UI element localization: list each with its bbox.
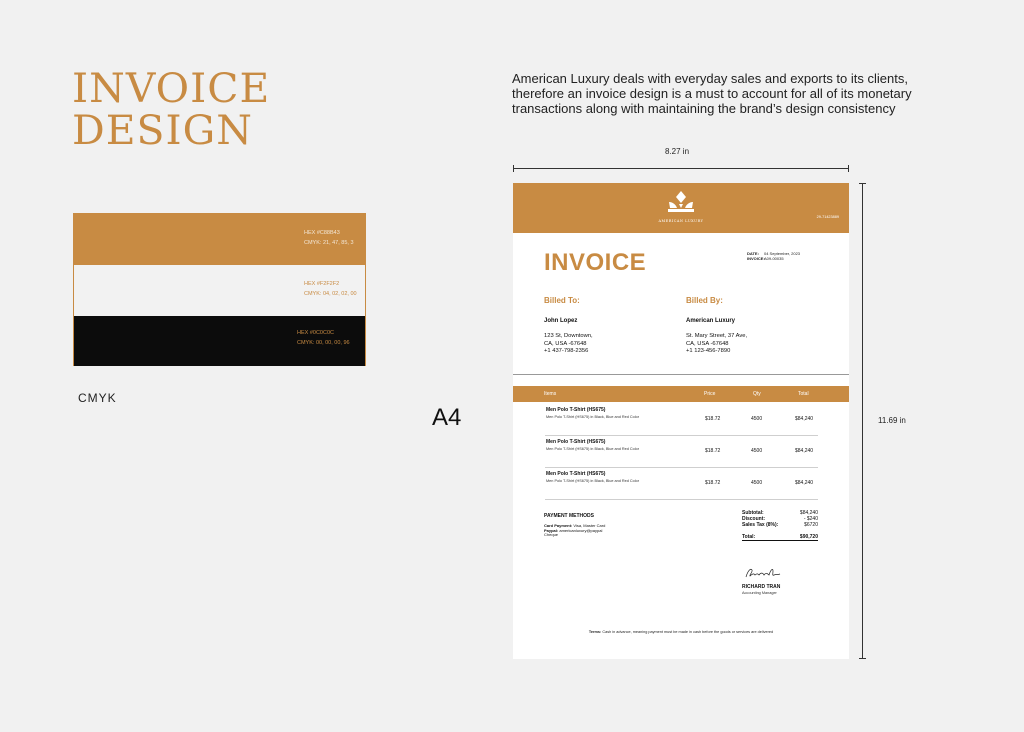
title-line-2: DESIGN (72, 108, 253, 154)
width-dimension-label: 8.27 in (665, 147, 690, 156)
billed-to-heading: Billed To: (544, 296, 580, 305)
size-label: A4 (432, 404, 462, 431)
table-row: Men Polo T-Shirt (HS675) Men Polo T-Shirt (HS675) in Black, Blue and Red Color $18.72 4500 $84,240 (545, 468, 818, 500)
color-palette (73, 213, 366, 366)
billed-to (544, 296, 684, 356)
brand-name: AMERICAN LUXURY (658, 219, 704, 223)
billed-by (686, 296, 826, 356)
palette-caption: CMYK (78, 391, 117, 405)
title-line-1: INVOICE (72, 66, 271, 112)
swatch-gold (74, 214, 365, 265)
crown-logo-icon (666, 190, 696, 214)
swatch-white-hex: HEX #F2F2F2 (304, 281, 340, 287)
total-value: $90,720 (799, 534, 818, 540)
billed-by-heading: Billed By: (686, 296, 723, 305)
swatch-white-cmyk: CMYK: 04, 02, 02, 00 (304, 291, 357, 297)
invoice-heading: INVOICE (544, 249, 647, 276)
invoice-date: 04 September, 2023 (764, 251, 801, 256)
swatch-gold-cmyk: CMYK: 21, 47, 85, 3 (304, 240, 354, 246)
col-total: Total (798, 391, 809, 397)
invoice-meta: DATE: 04 September, 2023 INVOICE:A09-00035 (747, 251, 801, 261)
signature-image (743, 566, 783, 580)
terms: Terms: Cash in advance, meaning payment must be made in cash before the goods or services are delivered (588, 630, 774, 634)
swatch-white (74, 265, 365, 316)
invoice-number: A09-00035 (764, 256, 784, 261)
billed-by-address: St. Mary Street, 37 Ave, CA, USA -67648 +1 123-456-7890 (686, 333, 748, 354)
col-price: Price (704, 391, 716, 397)
table-row: Men Polo T-Shirt (HS675) Men Polo T-Shirt (HS675) in Black, Blue and Red Color $18.72 4500 $84,240 (545, 436, 818, 468)
swatch-gold-hex: HEX #C88B43 (304, 230, 340, 236)
page-title (72, 68, 270, 152)
discount-value: - $240 (803, 516, 818, 522)
signatory-name: RICHARD TRAN (742, 584, 781, 590)
items-table-header (513, 386, 849, 402)
swatch-black-cmyk: CMYK: 00, 00, 00, 96 (297, 340, 350, 346)
tax-value: $6720 (804, 522, 818, 528)
width-dimension-line (513, 168, 849, 169)
invoice-header-band (513, 183, 849, 233)
payment-methods: PAYMENT METHODS Card Payment: Visa, Master Card Paypal: americanluxury@paypal Cheque (544, 513, 606, 538)
billed-by-name: American Luxury (686, 318, 736, 324)
height-dimension-line (862, 183, 863, 659)
signatory-role: Accounting Manager (742, 591, 777, 595)
billed-to-name: John Lopez (544, 318, 578, 324)
swatch-black (74, 316, 365, 366)
invoice-sheet (513, 183, 849, 659)
col-items: Items (544, 391, 557, 397)
description: American Luxury deals with everyday sales and exports to its clients, therefore an invoice design is a must to account for all of its monetary transactions along with maintaining the brand’s design consistency (512, 71, 912, 116)
billed-to-address: 123 St, Downtown, CA, USA -67648 +1 437-798-2356 (544, 333, 593, 354)
payment-heading: PAYMENT METHODS (544, 513, 595, 519)
table-row: Men Polo T-Shirt (HS675) Men Polo T-Shirt (HS675) in Black, Blue and Red Color $18.72 4500 $84,240 (545, 404, 818, 436)
col-qty: Qty (753, 391, 761, 397)
header-phone: 29-71423889 (816, 215, 839, 219)
divider (513, 374, 849, 375)
totals-summary: Subtotal: $84,240 Discount: - $240 Sales Tax (8%): $6720 Total: $90,720 (742, 510, 818, 540)
height-dimension-label: 11.69 in (878, 416, 906, 425)
subtotal-value: $84,240 (799, 510, 818, 516)
swatch-black-hex: HEX #0C0C0C (297, 330, 334, 336)
